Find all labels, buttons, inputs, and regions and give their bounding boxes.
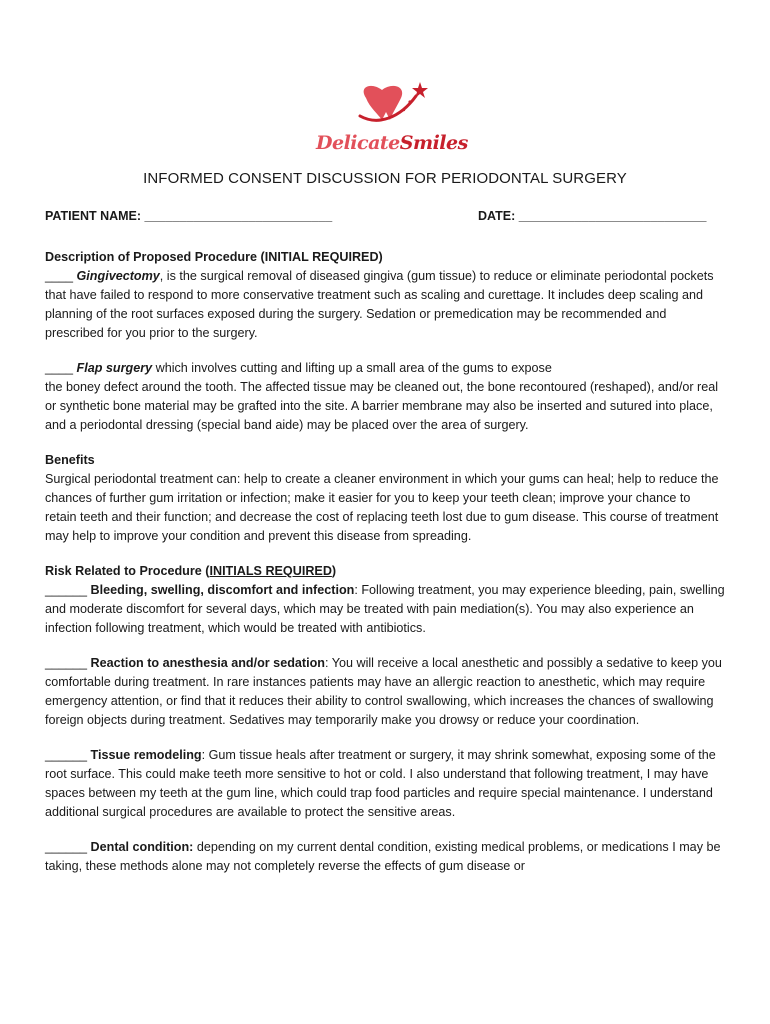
benefits-heading: Benefits — [45, 453, 95, 467]
flap-text-rest: the boney defect around the tooth. The affected tissue may be cleaned out, the bone recontoured (reshaped), and/or real or synthetic bone material may be grafted into the site. A barrier membrane may also be inserted and sutured into place, and a periodontal dressing (special band aide) may be placed over the area of surgery. — [45, 380, 719, 432]
risk-term: Bleeding, swelling, discomfort and infection — [90, 583, 355, 597]
risk-initial-blank[interactable]: ______ — [45, 583, 91, 597]
risk-item-bleeding — [45, 562, 725, 638]
document-title: INFORMED CONSENT DISCUSSION FOR PERIODONTAL SURGERY — [143, 170, 627, 187]
gingivectomy-text: , is the surgical removal of diseased gingiva (gum tissue) to reduce or eliminate periodontal pockets that have failed to respond to more conservative treatment such as scaling and curettage. It includes deep scaling and planning of the root surfaces exposed during the surgery. Sedation or premedication may be recommended and prescribed for you prior to the surgery. — [45, 269, 714, 340]
risk-initial-blank[interactable]: ______ — [45, 840, 91, 854]
benefits-section — [45, 451, 725, 546]
flap-initial-blank[interactable]: ____ — [45, 361, 77, 375]
benefits-text: Surgical periodontal treatment can: help to create a cleaner environment in which your gums can heal; help to reduce the chances of further gum irritation or infection; make it easier for you to keep your teeth clean; improve your chance to retain teeth and their function; and decrease the cost of replacing teeth lost due to gum disease. This course of treatment may help to improve your condition and prevent this disease from spreading. — [45, 472, 719, 543]
risk-term: Dental condition: — [90, 840, 194, 854]
risk-term: Tissue remodeling — [90, 748, 202, 762]
procedure-heading: Description of Proposed Procedure (INITIAL REQUIRED) — [45, 250, 383, 264]
document-body — [45, 248, 725, 892]
heart-tooth-star-icon — [300, 76, 470, 136]
risk-text: : You will receive a local anesthetic and possibly a sedative to keep you comfortable during treatment. In rare instances patients may have an allergic reaction to anesthetic, which may require emergency attention, or find that it reduces their ability to control swallowing, which increases the chances of swallowing foreign objects during treatment. Sedatives may temporarily make you drowsy or reduce your coordination. — [45, 656, 722, 727]
flap-term: Flap surgery — [76, 361, 153, 375]
gingivectomy-term: Gingivectomy — [76, 269, 160, 283]
risk-item-anesthesia — [45, 654, 725, 730]
procedure-section — [45, 248, 725, 343]
risk-item-tissue — [45, 746, 725, 822]
flap-text-line1: which involves cutting and lifting up a small area of the gums to expose — [152, 361, 552, 375]
risk-initial-blank[interactable]: ______ — [45, 656, 91, 670]
risk-initial-blank[interactable]: ______ — [45, 748, 91, 762]
risk-text: depending on my current dental condition, existing medical problems, or medications I may be taking, these methods alone may not completely reverse the effects of gum disease or — [45, 840, 721, 873]
date-field[interactable]: DATE: ___________________________ — [478, 209, 707, 223]
risk-item-dental — [45, 838, 725, 876]
patient-name-field[interactable]: PATIENT NAME: ___________________________ — [45, 209, 333, 223]
delicate-smiles-logo — [300, 76, 470, 164]
flap-surgery-paragraph — [45, 359, 725, 435]
logo-wordmark: DelicateSmiles — [316, 132, 468, 154]
risk-text: : Following treatment, you may experience bleeding, pain, swelling and moderate discomfort for several days, which may be treated with pain mediation(s). You may also experience an infection following treatment, which would be treated with antibiotics. — [45, 583, 725, 635]
gingivectomy-initial-blank[interactable]: ____ — [45, 269, 77, 283]
risks-heading: Risk Related to Procedure (INITIALS REQUIRED) — [45, 564, 337, 578]
risk-term: Reaction to anesthesia and/or sedation — [90, 656, 325, 670]
risk-text: : Gum tissue heals after treatment or surgery, it may shrink somewhat, exposing some of the root surface. This could make teeth more sensitive to hot or cold. I also understand that following treatment, I may have spaces between my teeth at the gum line, which could trap food particles and require special maintenance. I understand additional surgical procedures are available to protect the sensitive areas. — [45, 748, 716, 819]
